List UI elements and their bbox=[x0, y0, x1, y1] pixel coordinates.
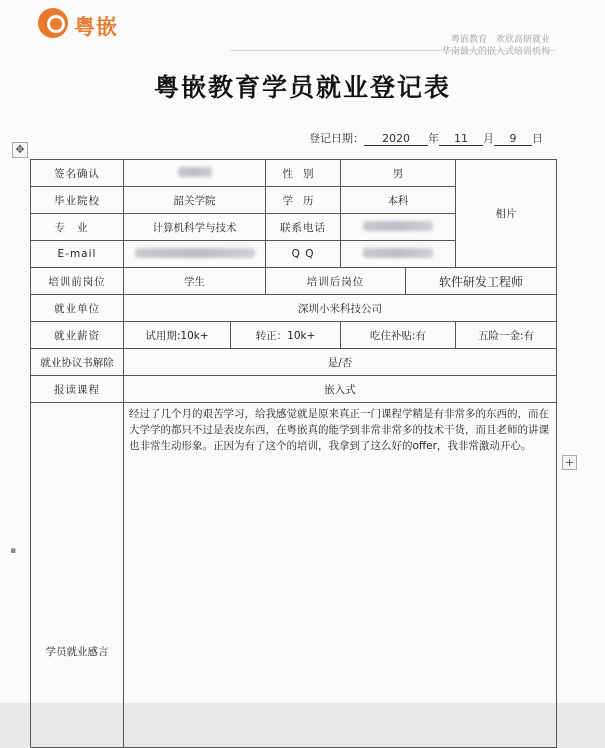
essay-label: 学员就业感言 bbox=[31, 403, 124, 748]
margin-marker: ▪ bbox=[10, 546, 17, 556]
probation-salary[interactable]: 试用期:10k+ bbox=[124, 322, 231, 349]
agreement-label: 就业协议书解除 bbox=[31, 349, 124, 376]
degree-value[interactable]: 本科 bbox=[341, 187, 456, 214]
school-label: 毕业院校 bbox=[31, 187, 124, 214]
employer-label: 就业单位 bbox=[31, 295, 124, 322]
regular-salary[interactable]: 转正：10k+ bbox=[231, 322, 341, 349]
table-row bbox=[31, 295, 557, 322]
school-value[interactable]: 韶关学院 bbox=[124, 187, 266, 214]
sign-label: 签名确认 bbox=[31, 160, 124, 187]
sign-value[interactable] bbox=[124, 160, 266, 187]
redacted-phone bbox=[363, 221, 433, 231]
date-month-unit: 月 bbox=[483, 132, 494, 145]
email-value[interactable] bbox=[124, 241, 266, 268]
slogan bbox=[390, 34, 550, 58]
employer-value[interactable]: 深圳小米科技公司 bbox=[124, 295, 557, 322]
table-row bbox=[31, 403, 557, 748]
date-year: 2020 bbox=[364, 132, 428, 146]
table-row bbox=[31, 322, 557, 349]
header-divider bbox=[230, 50, 555, 51]
post-job-label: 培训后岗位 bbox=[266, 268, 406, 295]
qq-label: Q Q bbox=[266, 241, 341, 268]
pre-job-value[interactable]: 学生 bbox=[124, 268, 266, 295]
table-row bbox=[31, 349, 557, 376]
pre-job-label: 培训前岗位 bbox=[31, 268, 124, 295]
form-title: 粤嵌教育学员就业登记表 bbox=[153, 73, 451, 102]
table-row bbox=[31, 268, 557, 295]
email-label: E-mail bbox=[31, 241, 124, 268]
table-move-handle-icon[interactable]: ✥ bbox=[12, 142, 28, 158]
course-label: 报读课程 bbox=[31, 376, 124, 403]
qq-value[interactable] bbox=[341, 241, 456, 268]
date-month: 11 bbox=[439, 132, 483, 146]
registration-table bbox=[30, 159, 557, 748]
major-value[interactable]: 计算机科学与技术 bbox=[124, 214, 266, 241]
add-row-handle-icon[interactable]: + bbox=[562, 455, 577, 470]
table-row bbox=[31, 160, 557, 187]
logo-mark-icon bbox=[38, 8, 68, 38]
degree-label: 学历 bbox=[266, 187, 341, 214]
post-job-value[interactable]: 软件研发工程师 bbox=[406, 268, 557, 295]
essay-text[interactable]: 经过了几个月的艰苦学习，给我感觉就是原来真正一门课程学精是有非常多的东西的，而在大学学的都只不过是表皮东西，在粤嵌真的能学到非常非常多的技术干货，而且老师的讲课也非常生动形象。正因为有了这个的培训，我拿到了这么好的offer，我非常激动开心。 bbox=[124, 403, 557, 748]
photo-cell: 相片 bbox=[456, 160, 557, 268]
date-day-unit: 日 bbox=[532, 132, 543, 145]
date-day: 9 bbox=[494, 132, 532, 146]
redacted-sign bbox=[178, 167, 212, 177]
company-logo bbox=[38, 8, 158, 42]
salary-label: 就业薪资 bbox=[31, 322, 124, 349]
course-value[interactable]: 嵌入式 bbox=[124, 376, 557, 403]
registration-date bbox=[309, 130, 543, 146]
phone-value[interactable] bbox=[341, 214, 456, 241]
date-label: 登记日期： bbox=[309, 132, 364, 145]
table-row bbox=[31, 376, 557, 403]
agreement-value[interactable]: 是/否 bbox=[124, 349, 557, 376]
gender-value[interactable]: 男 bbox=[341, 160, 456, 187]
redacted-qq bbox=[363, 248, 433, 258]
slogan-line-2: 华南最大的嵌入式培训机构 bbox=[441, 47, 550, 57]
major-label: 专业 bbox=[31, 214, 124, 241]
phone-label: 联系电话 bbox=[266, 214, 341, 241]
redacted-email bbox=[135, 248, 255, 258]
insurance-benefit[interactable]: 五险一金:有 bbox=[456, 322, 557, 349]
meal-allowance[interactable]: 吃住补贴:有 bbox=[341, 322, 456, 349]
gender-label: 性别 bbox=[266, 160, 341, 187]
logo-brand-text: 粤嵌 bbox=[74, 15, 118, 39]
slogan-line-1: 粤嵌教育 欢欣高研就业 bbox=[450, 35, 550, 45]
date-year-unit: 年 bbox=[428, 132, 439, 145]
